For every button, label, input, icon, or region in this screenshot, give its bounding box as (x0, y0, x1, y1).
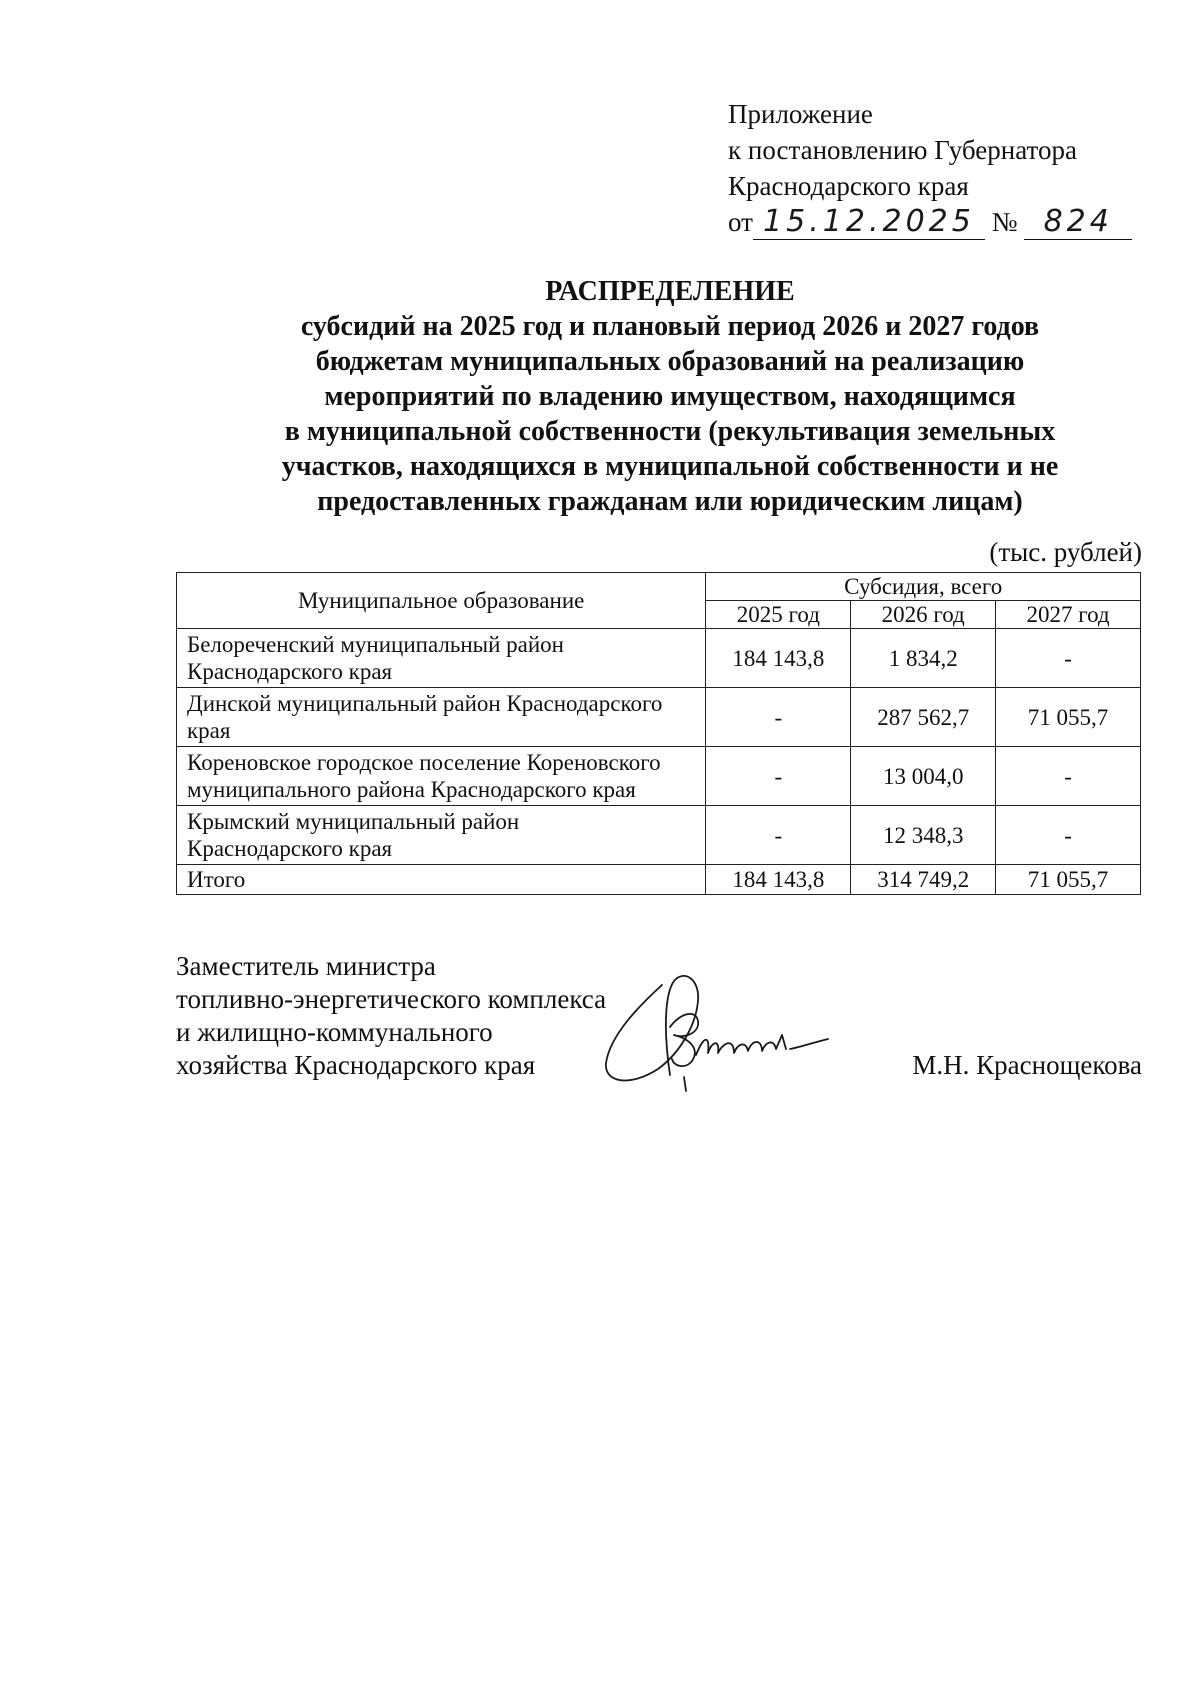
table-row (177, 629, 1141, 688)
value-2025: - (706, 747, 851, 806)
annex-line-1: Приложение (728, 99, 873, 129)
handwritten-number: 824 (1024, 205, 1132, 240)
header-municipality: Муниципальное образование (177, 573, 706, 629)
table-row (177, 688, 1141, 747)
number-prefix: № (991, 207, 1018, 237)
document-title (200, 274, 1140, 519)
handwritten-date: 15.12.2025 (753, 205, 985, 240)
handwritten-signature (600, 965, 870, 1095)
annex-line-2: к постановлению Губернатора (728, 135, 1077, 165)
value-2027: 71 055,7 (996, 688, 1141, 747)
annex-line-3: Краснодарского края (728, 171, 969, 201)
position-line: хозяйства Краснодарского края (176, 1050, 536, 1080)
position-line: Заместитель министра (176, 951, 436, 981)
annex-header (728, 96, 1132, 240)
table-row (177, 806, 1141, 865)
total-2026: 314 749,2 (851, 865, 996, 895)
value-2026: 13 004,0 (851, 747, 996, 806)
value-2027: - (996, 629, 1141, 688)
title-line: мероприятий по владению имуществом, находящимся (324, 381, 1016, 412)
title-line: предоставленных гражданам или юридическим лицам) (317, 486, 1023, 517)
title-heading: РАСПРЕДЕЛЕНИЕ (545, 276, 795, 307)
municipality-name: Крымский муниципальный район Краснодарского края (177, 806, 706, 865)
title-line: в муниципальной собственности (рекультивация земельных (284, 416, 1056, 447)
title-line: участков, находящихся в муниципальной собственности и не (281, 451, 1059, 482)
table-total-row (177, 865, 1141, 895)
header-year-2025: 2025 год (706, 601, 851, 629)
value-2025: - (706, 688, 851, 747)
title-line: бюджетам муниципальных образований на реализацию (315, 346, 1025, 377)
municipality-name: Белореченский муниципальный район Краснодарского края (177, 629, 706, 688)
table-header-row (177, 573, 1141, 601)
position-line: топливно-энергетического комплекса (176, 984, 607, 1014)
title-line: субсидий на 2025 год и плановый период 2026 и 2027 годов (300, 311, 1040, 342)
value-2026: 12 348,3 (851, 806, 996, 865)
total-label: Итого (177, 865, 706, 895)
total-2027: 71 055,7 (996, 865, 1141, 895)
header-year-2026: 2026 год (851, 601, 996, 629)
value-2025: 184 143,8 (706, 629, 851, 688)
municipality-name: Кореновское городское поселение Кореновского муниципального района Краснодарского края (177, 747, 706, 806)
value-2027: - (996, 747, 1141, 806)
value-2026: 287 562,7 (851, 688, 996, 747)
header-year-2027: 2027 год (996, 601, 1141, 629)
value-2025: - (706, 806, 851, 865)
value-2026: 1 834,2 (851, 629, 996, 688)
units-label: (тыс. рублей) (989, 537, 1142, 567)
table-row (177, 747, 1141, 806)
date-prefix: от (728, 207, 753, 237)
total-2025: 184 143,8 (706, 865, 851, 895)
header-subsidy-total: Субсидия, всего (706, 573, 1141, 601)
position-line: и жилищно-коммунального (176, 1017, 493, 1047)
subsidy-table (176, 572, 1141, 895)
signatory-position (176, 950, 606, 1082)
municipality-name: Динской муниципальный район Краснодарского края (177, 688, 706, 747)
signatory-name: М.Н. Краснощекова (912, 1050, 1142, 1080)
value-2027: - (996, 806, 1141, 865)
annex-date-number-line (728, 204, 1132, 240)
